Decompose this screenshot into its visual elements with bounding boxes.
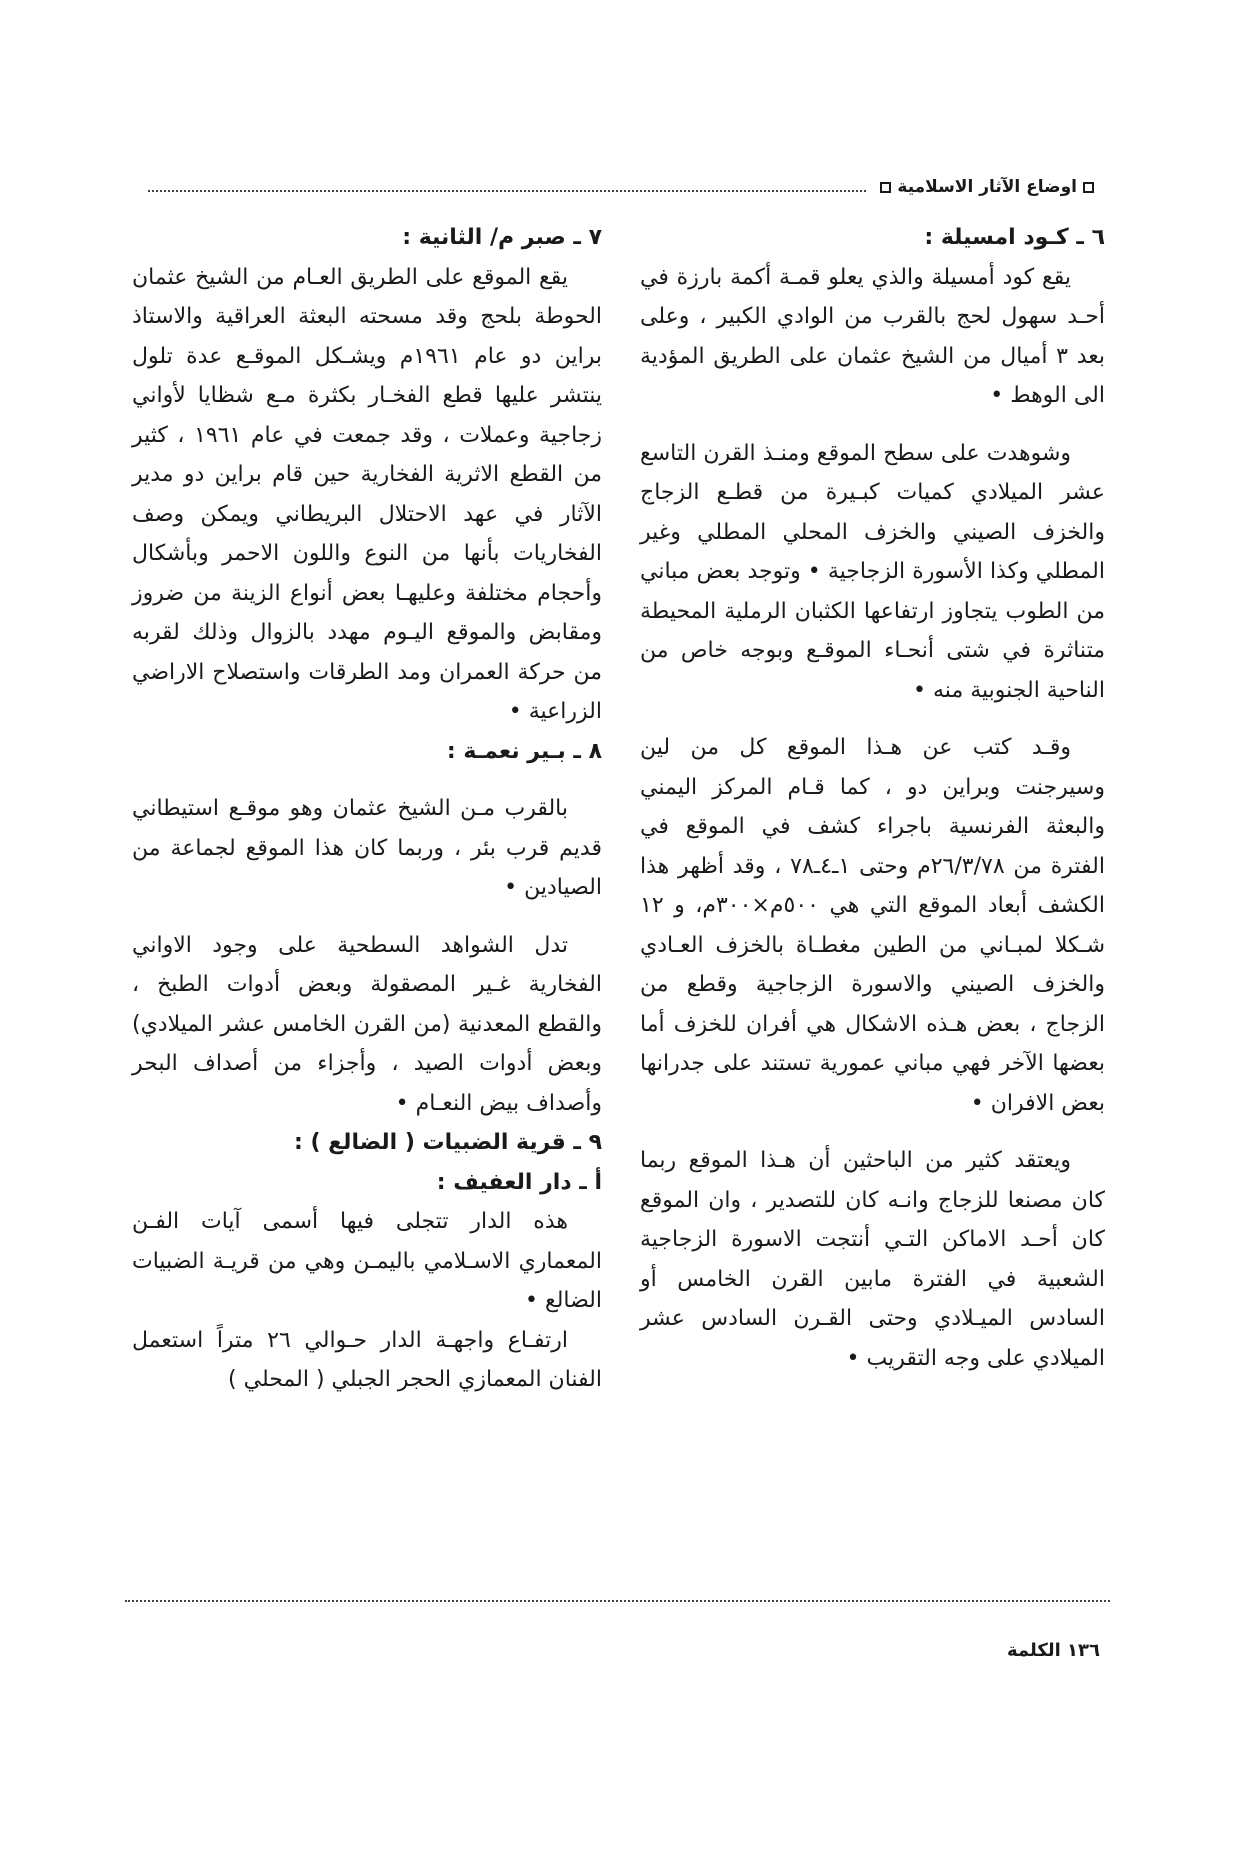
section-6-paragraph-4: ويعتقد كثير من الباحثين أن هـذا الموقع ربما كان مصنعا للزجاج وانـه كان للتصدير ، وان الموقع كان أحـد الاماكن التـي أنتجت الاسورة الزجاجية الشعبية في الفترة مابين القرن الخامس أو السادس الميـلادي وحتى القـرن السادس عشر الميلادي على وجه التقريب • [640,1148,1105,1371]
header-dotted-rule [148,190,866,192]
section-9-paragraph-2: ارتفـاع واجهـة الدار حـوالي ٢٦ متراً استعمل الفنان المعمازي الحجر الجبلي ( المحلي ) [132,1327,602,1392]
section-8-paragraph-1: بالقرب مـن الشيخ عثمان وهو موقـع استيطاني قديم قرب بئر ، وربما كان هذا الموقع لجماعة من الصيادين • [132,796,602,900]
section-6-heading: ٦ ـ كـود امسيلة : [924,225,1105,250]
section-6-paragraph-1: يقع كود أمسيلة والذي يعلو قمـة أكمة بارزة في أحـد سهول لحج بالقرب من الوادي الكبير ، وعلى بعد ٣ أميال من الشيخ عثمان على الطريق المؤدية الى الوهط • [640,264,1105,408]
section-6-paragraph-2: وشوهدت على سطح الموقع ومنـذ القرن التاسع عشر الميلادي كميات كبـيرة من قطـع الزجاج والخزف الصيني والخزف المحلي المطلي وغير المطلي وكذا الأسورة الزجاجية • وتوجد بعض مباني من الطوب يتجاوز ارتفاعها الكثبان الرملية المحيطة متناثرة في شتى أنحـاء الموقـع وبوجه خاص من الناحية الجنوبية منه • [640,440,1105,703]
square-bullet-icon [880,182,891,193]
square-bullet-icon [1083,182,1094,193]
section-6-paragraph-3: وقـد كتب عن هـذا الموقع كل من لين وسيرجنت وبراين دو ، كما قـام المركز اليمني والبعثة الفرنسية باجراء كشف في الموقع في الفترة من ٢٦/٣/٧٨م وحتى ١ـ٤ـ٧٨ ، وقد أظهر هذا الكشف أبعاد الموقع التي هي ٥٠٠م×٣٠٠م، و ١٢ شـكلا لمبـاني من الطين مغطـاة بالخزف العـادي والخزف الصيني والاسورة الزجاجية وقطع من الزجاج ، بعض هـذه الاشكال هي أفران للخزف أما بعضها الآخر فهي مباني عمورية تستند على جدرانها بعض الافران • [640,735,1105,1116]
section-9-heading: ٩ ـ قرية الضبيات ( الضالع ) : [293,1130,602,1155]
right-column [640,218,1105,1378]
running-header [140,172,1100,202]
section-7-heading: ٧ ـ صبر م/ الثانية : [402,225,602,250]
section-8-heading: ٨ ـ بـير نعمـة : [446,738,602,764]
page-footer [940,1640,1100,1661]
left-column [132,218,602,1400]
page-number: ١٣٦ [1067,1640,1100,1661]
running-header-title: اوضاع الآثار الاسلامية [897,177,1077,197]
section-9a-heading: أ ـ دار العفيف : [436,1169,602,1195]
footer-label: الكلمة [1007,1640,1061,1661]
section-9-paragraph-1: هذه الدار تتجلى فيها أسمى آيات الفـن المعماري الاسـلامي باليمـن وهي من قريـة الضبيات الضالع • [132,1209,602,1313]
footer-dotted-rule [125,1600,1110,1602]
section-7-paragraph-1: يقع الموقع على الطريق العـام من الشيخ عثمان الحوطة بلحج وقد مسحته البعثة العراقية والاستاذ براين دو عام ١٩٦١م ويشـكل الموقـع عدة تلول ينتشر عليها قطع الفخـار بكثرة مـع شظايا لأواني زجاجية وعملات ، وقد جمعت في عام ١٩٦١ ، كثير من القطع الاثرية الفخارية حين قام براين دو مدير الآثار في عهد الاحتلال البريطاني ويمكن وصف الفخاريات بأنها من النوع واللون الاحمر وبأشكال وأحجام مختلفة وعليهـا بعض أنواع الزينة من ضروز ومقابض والموقع اليـوم مهدد بالزوال وذلك لقربه من حركة العمران ومد الطرقات واستصلاح الاراضي الزراعية • [132,264,602,724]
section-8-paragraph-2: تدل الشواهد السطحية على وجود الاواني الفخارية غـير المصقولة وبعض أدوات الطبخ ، والقطع المعدنية (من القرن الخامس عشر الميلادي) وبعض أدوات الصيد ، وأجزاء من أصداف البحر وأصداف بيض النعـام • [132,932,602,1116]
